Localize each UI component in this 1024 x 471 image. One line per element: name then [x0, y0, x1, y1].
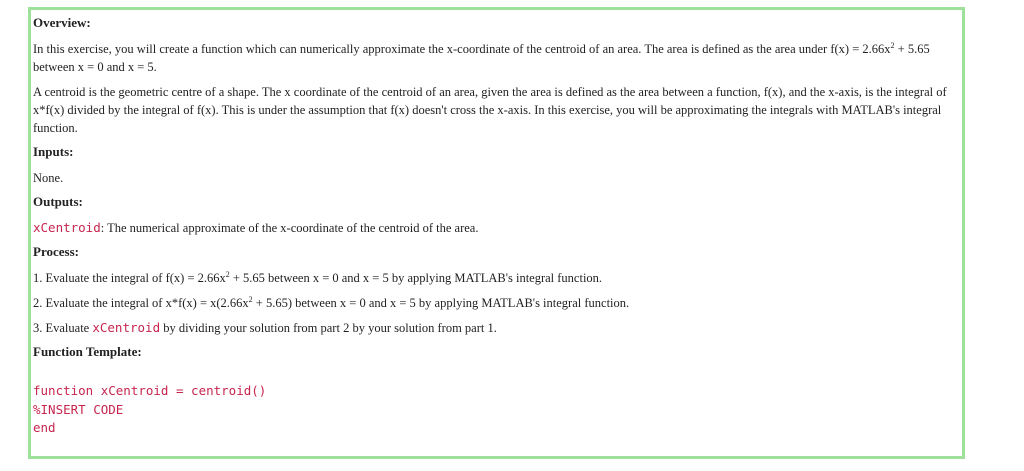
step2-text-b: + 5.65) between x = 0 and x = 5 by applying MATLAB's integral function.	[252, 296, 630, 310]
overview-p1-text-a: In this exercise, you will create a function which can numerically approximate the x-coordinate of the centroid of an area. The area is defined as the area under f(x) = 2.66x	[33, 42, 891, 56]
step3-text-a: 3. Evaluate	[33, 321, 93, 335]
step2-text-a: 2. Evaluate the integral of x*f(x) = x(2.66x	[33, 296, 249, 310]
step3-text-b: by dividing your solution from part 2 by your solution from part 1.	[160, 321, 497, 335]
template-heading: Function Template:	[33, 344, 142, 359]
process-step-3	[33, 319, 956, 337]
outputs-text	[33, 219, 956, 237]
inputs-heading: Inputs:	[33, 144, 74, 159]
process-heading: Process:	[33, 244, 79, 259]
output-variable: xCentroid	[33, 220, 101, 235]
overview-paragraph-2: A centroid is the geometric centre of a shape. The x coordinate of the centroid of an area, given the area is defined as the area between a function, f(x), and the x-axis, is the integral of x*f(x) divided by the integral of f(x). This is under the assumption that f(x) doesn't cross the x-axis. In this exercise, you will be approximating the integrals with MATLAB's integral function.	[33, 85, 947, 135]
question-panel	[28, 7, 965, 459]
process-step-1	[33, 269, 956, 287]
process-step-2	[33, 294, 956, 312]
overview-p1-text-b: + 5.65 between x = 0 and x = 5.	[33, 42, 930, 74]
step2-exponent: 2	[248, 294, 253, 304]
step1-text-b: + 5.65 between x = 0 and x = 5 by applying MATLAB's integral function.	[229, 271, 603, 285]
step1-exponent: 2	[225, 269, 230, 279]
code-line-3: end	[33, 420, 56, 435]
code-line-1: function xCentroid = centroid()	[33, 383, 267, 398]
inputs-text: None.	[33, 171, 64, 185]
output-description: : The numerical approximate of the x-coordinate of the centroid of the area.	[100, 221, 479, 235]
step1-text-a: 1. Evaluate the integral of f(x) = 2.66x	[33, 271, 226, 285]
code-line-2: %INSERT CODE	[33, 401, 124, 417]
outputs-heading: Outputs:	[33, 194, 83, 209]
function-template-code	[33, 382, 956, 438]
overview-p1-exponent: 2	[890, 40, 895, 50]
step3-variable: xCentroid	[92, 320, 161, 335]
overview-heading: Overview:	[33, 15, 91, 30]
overview-paragraph-1	[33, 40, 956, 76]
